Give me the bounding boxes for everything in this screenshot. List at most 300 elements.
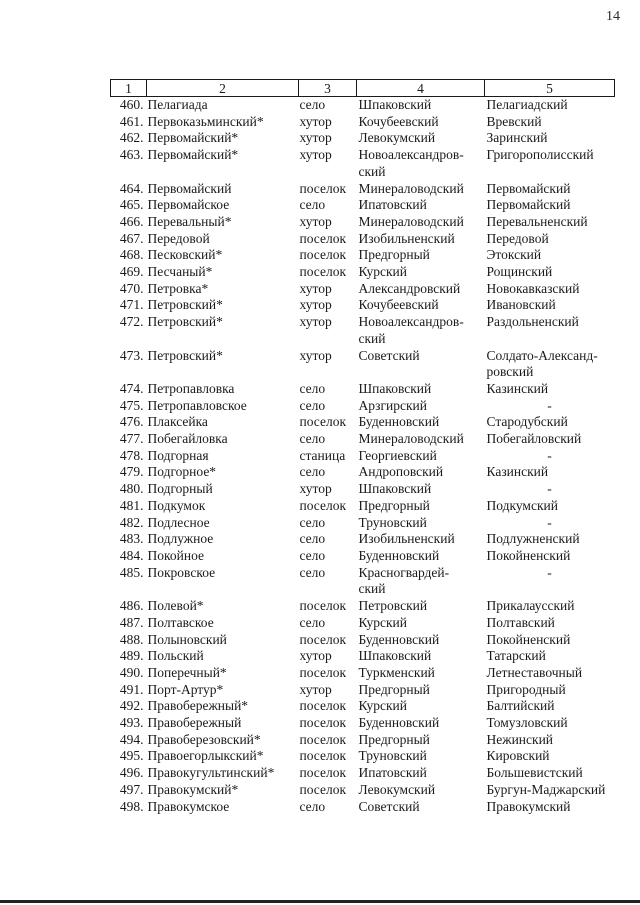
row-number-text: 480. bbox=[119, 481, 144, 497]
row-number-text: 478. bbox=[119, 447, 144, 463]
municipality-name bbox=[485, 214, 615, 231]
district-name-text: Буденновский bbox=[358, 414, 440, 430]
row-number-text: 469. bbox=[119, 264, 144, 280]
district-name bbox=[357, 481, 485, 498]
settlement-name-text: Побегайловка bbox=[147, 431, 228, 447]
table-row bbox=[111, 381, 615, 398]
district-name bbox=[357, 231, 485, 248]
municipality-name-text: Первомайский bbox=[486, 197, 571, 213]
settlement-name bbox=[147, 481, 299, 498]
district-name bbox=[357, 615, 485, 632]
district-name bbox=[357, 314, 485, 347]
municipality-name-text: Летнеставочный bbox=[486, 664, 583, 680]
settlement-name-text: Порт-Артур* bbox=[147, 681, 224, 697]
district-name-text: Советский bbox=[358, 798, 420, 814]
table-row bbox=[111, 748, 615, 765]
settlement-type bbox=[299, 799, 357, 816]
settlement-name-text: Песковский* bbox=[147, 247, 223, 263]
municipality-name-text: - bbox=[547, 514, 552, 530]
district-name-text: Кочубеевский bbox=[358, 113, 439, 129]
district-name bbox=[357, 97, 485, 114]
settlement-name-text: Песчаный* bbox=[147, 264, 213, 280]
settlement-name-text: Передовой bbox=[147, 230, 210, 246]
district-name-text: Красногвардей- ский bbox=[358, 564, 450, 597]
table-row bbox=[111, 548, 615, 565]
settlement-name-text: Перевальный* bbox=[147, 213, 232, 229]
municipality-name-text: Пелагиадский bbox=[486, 97, 568, 112]
row-number bbox=[111, 665, 147, 682]
municipality-name bbox=[485, 615, 615, 632]
municipality-name bbox=[485, 782, 615, 799]
settlement-type-text: хутор bbox=[299, 314, 332, 330]
district-name bbox=[357, 782, 485, 799]
settlement-name-text: Петропавловка bbox=[147, 380, 235, 396]
settlement-name bbox=[147, 498, 299, 515]
district-name bbox=[357, 515, 485, 532]
municipality-name-text: Бургун-Маджарский bbox=[486, 781, 606, 797]
municipality-name bbox=[485, 114, 615, 131]
settlement-name-text: Петропавловское bbox=[147, 397, 247, 413]
row-number-text: 473. bbox=[119, 347, 144, 363]
municipality-name-text: Побегайловский bbox=[486, 431, 582, 447]
municipality-name bbox=[485, 732, 615, 749]
table-row bbox=[111, 348, 615, 381]
table-row bbox=[111, 97, 615, 114]
row-number-text: 461. bbox=[119, 113, 144, 129]
municipality-name bbox=[485, 97, 615, 114]
municipality-name-text: - bbox=[547, 564, 552, 580]
row-number bbox=[111, 297, 147, 314]
municipality-name bbox=[485, 431, 615, 448]
settlement-type bbox=[299, 498, 357, 515]
district-name bbox=[357, 130, 485, 147]
row-number-text: 467. bbox=[119, 230, 144, 246]
district-name bbox=[357, 698, 485, 715]
municipality-name-text: Казинский bbox=[486, 464, 549, 480]
municipality-name bbox=[485, 398, 615, 415]
municipality-name bbox=[485, 231, 615, 248]
table-row bbox=[111, 398, 615, 415]
row-number-text: 482. bbox=[119, 514, 144, 530]
row-number-text: 484. bbox=[119, 547, 144, 563]
settlement-type-text: поселок bbox=[299, 180, 347, 196]
column-header-number: 1 bbox=[111, 80, 147, 97]
settlement-type bbox=[299, 632, 357, 649]
table-row bbox=[111, 715, 615, 732]
settlement-type bbox=[299, 548, 357, 565]
municipality-name-text: Нежинский bbox=[486, 731, 554, 747]
municipality-name bbox=[485, 799, 615, 816]
settlement-type-text: село bbox=[299, 97, 326, 112]
settlement-type bbox=[299, 431, 357, 448]
settlement-type-text: поселок bbox=[299, 781, 347, 797]
table-row bbox=[111, 114, 615, 131]
municipality-name-text: Подкумский bbox=[486, 497, 558, 513]
settlement-type-text: хутор bbox=[299, 213, 332, 229]
settlement-type bbox=[299, 247, 357, 264]
row-number-text: 481. bbox=[119, 497, 144, 513]
column-header-district: 4 bbox=[357, 80, 485, 97]
district-name-text: Ипатовский bbox=[358, 197, 427, 213]
district-name bbox=[357, 548, 485, 565]
district-name-text: Буденновский bbox=[358, 547, 440, 563]
settlement-name-text: Правобережный* bbox=[147, 698, 249, 714]
table-header-row bbox=[111, 80, 615, 97]
settlement-type bbox=[299, 732, 357, 749]
municipality-name bbox=[485, 464, 615, 481]
municipality-name-text: Пригородный bbox=[486, 681, 566, 697]
district-name-text: Курский bbox=[358, 264, 407, 280]
row-number bbox=[111, 448, 147, 465]
settlement-name-text: Петровский* bbox=[147, 297, 223, 313]
settlement-name bbox=[147, 231, 299, 248]
municipality-name-text: Полтавский bbox=[486, 614, 555, 630]
settlement-name-text: Первоказьминский* bbox=[147, 113, 264, 129]
district-name bbox=[357, 682, 485, 699]
municipality-name-text: Казинский bbox=[486, 380, 549, 396]
settlement-name-text: Петровка* bbox=[147, 280, 209, 296]
district-name-text: Курский bbox=[358, 698, 407, 714]
settlement-type bbox=[299, 147, 357, 180]
district-name-text: Предгорный bbox=[358, 497, 430, 513]
settlement-type bbox=[299, 565, 357, 598]
row-number-text: 485. bbox=[119, 564, 144, 580]
settlement-name bbox=[147, 682, 299, 699]
row-number-text: 491. bbox=[119, 681, 144, 697]
row-number-text: 476. bbox=[119, 414, 144, 430]
table-row bbox=[111, 431, 615, 448]
district-name bbox=[357, 498, 485, 515]
row-number bbox=[111, 748, 147, 765]
settlement-type bbox=[299, 448, 357, 465]
district-name bbox=[357, 715, 485, 732]
settlement-name-text: Петровский* bbox=[147, 347, 223, 363]
row-number-text: 495. bbox=[119, 748, 144, 764]
settlement-name bbox=[147, 264, 299, 281]
settlement-name bbox=[147, 314, 299, 347]
district-name bbox=[357, 381, 485, 398]
district-name-text: Левокумский bbox=[358, 781, 436, 797]
settlement-type bbox=[299, 231, 357, 248]
municipality-name-text: Стародубский bbox=[486, 414, 568, 430]
settlement-type-text: село bbox=[299, 431, 326, 447]
settlement-name-text: Покровское bbox=[147, 564, 216, 580]
table-row bbox=[111, 464, 615, 481]
row-number bbox=[111, 565, 147, 598]
row-number-text: 486. bbox=[119, 598, 144, 614]
row-number bbox=[111, 498, 147, 515]
district-name bbox=[357, 665, 485, 682]
municipality-name-text: Заринский bbox=[486, 130, 548, 146]
district-name-text: Георгиевский bbox=[358, 447, 437, 463]
row-number bbox=[111, 130, 147, 147]
district-name bbox=[357, 281, 485, 298]
table-row bbox=[111, 782, 615, 799]
municipality-name bbox=[485, 715, 615, 732]
settlement-type bbox=[299, 348, 357, 381]
municipality-name-text: - bbox=[547, 447, 552, 463]
table-row bbox=[111, 314, 615, 347]
municipality-name-text: Солдато-Александ- ровский bbox=[486, 347, 598, 380]
district-name-text: Арзгирский bbox=[358, 397, 428, 413]
row-number bbox=[111, 799, 147, 816]
municipality-name-text: Покойненский bbox=[486, 631, 571, 647]
municipality-name-text: Рощинский bbox=[486, 264, 553, 280]
row-number bbox=[111, 515, 147, 532]
municipality-name-text: Кировский bbox=[486, 748, 550, 764]
district-name-text: Минераловодский bbox=[358, 180, 464, 196]
settlement-name-text: Первомайское bbox=[147, 197, 230, 213]
settlement-type-text: село bbox=[299, 531, 326, 547]
row-number-text: 470. bbox=[119, 280, 144, 296]
municipality-name bbox=[485, 197, 615, 214]
district-name-text: Новоалександров- ский bbox=[358, 314, 464, 346]
row-number bbox=[111, 231, 147, 248]
district-name bbox=[357, 398, 485, 415]
row-number bbox=[111, 615, 147, 632]
row-number-text: 490. bbox=[119, 664, 144, 680]
municipality-name bbox=[485, 665, 615, 682]
district-name-text: Труновский bbox=[358, 514, 427, 530]
district-name bbox=[357, 247, 485, 264]
row-number-text: 487. bbox=[119, 614, 144, 630]
settlement-name bbox=[147, 531, 299, 548]
municipality-name bbox=[485, 247, 615, 264]
settlement-type bbox=[299, 531, 357, 548]
municipality-name-text: Этокский bbox=[486, 247, 542, 263]
settlement-name bbox=[147, 348, 299, 381]
district-name bbox=[357, 464, 485, 481]
settlement-type bbox=[299, 114, 357, 131]
row-number bbox=[111, 414, 147, 431]
settlement-name bbox=[147, 197, 299, 214]
district-name bbox=[357, 531, 485, 548]
table-row bbox=[111, 281, 615, 298]
settlement-name bbox=[147, 414, 299, 431]
settlement-type bbox=[299, 765, 357, 782]
municipality-name-text: Вревский bbox=[486, 113, 542, 129]
settlement-type-text: поселок bbox=[299, 230, 347, 246]
municipality-name-text: Правокумский bbox=[486, 798, 571, 814]
municipality-name-text: Балтийский bbox=[486, 698, 555, 714]
settlement-name-text: Правокугультинский* bbox=[147, 765, 275, 781]
row-number bbox=[111, 548, 147, 565]
table-row bbox=[111, 297, 615, 314]
table-row bbox=[111, 448, 615, 465]
district-name-text: Шпаковский bbox=[358, 648, 432, 664]
district-name-text: Ипатовский bbox=[358, 765, 427, 781]
settlement-name bbox=[147, 97, 299, 114]
municipality-name bbox=[485, 748, 615, 765]
settlement-name-text: Правокумский* bbox=[147, 781, 239, 797]
district-name bbox=[357, 632, 485, 649]
district-name-text: Буденновский bbox=[358, 715, 440, 731]
municipality-name bbox=[485, 548, 615, 565]
settlement-type bbox=[299, 214, 357, 231]
table-row bbox=[111, 264, 615, 281]
settlement-type bbox=[299, 130, 357, 147]
table-row bbox=[111, 515, 615, 532]
settlement-type bbox=[299, 97, 357, 114]
municipality-name bbox=[485, 297, 615, 314]
municipality-name-text: - bbox=[547, 397, 552, 413]
table-row bbox=[111, 181, 615, 198]
settlement-type-text: хутор bbox=[299, 648, 332, 664]
settlement-type bbox=[299, 464, 357, 481]
table-row bbox=[111, 565, 615, 598]
settlement-name-text: Подлужное bbox=[147, 531, 214, 547]
municipality-name bbox=[485, 698, 615, 715]
district-name bbox=[357, 431, 485, 448]
settlement-type bbox=[299, 481, 357, 498]
settlement-type bbox=[299, 181, 357, 198]
settlement-type bbox=[299, 197, 357, 214]
table-row bbox=[111, 197, 615, 214]
row-number-text: 496. bbox=[119, 765, 144, 781]
settlement-type bbox=[299, 381, 357, 398]
municipality-name-text: Первомайский bbox=[486, 180, 571, 196]
row-number-text: 494. bbox=[119, 731, 144, 747]
settlement-name-text: Пелагиада bbox=[147, 97, 208, 112]
settlement-type-text: поселок bbox=[299, 731, 347, 747]
district-name bbox=[357, 147, 485, 180]
municipality-name-text: Перевальненский bbox=[486, 213, 588, 229]
bottom-rule bbox=[0, 900, 640, 903]
settlement-name bbox=[147, 598, 299, 615]
settlement-type-text: хутор bbox=[299, 347, 332, 363]
settlement-type bbox=[299, 782, 357, 799]
column-header-municipality: 5 bbox=[485, 80, 615, 97]
settlement-type-text: хутор bbox=[299, 130, 332, 146]
settlement-type-text: поселок bbox=[299, 748, 347, 764]
municipality-name bbox=[485, 264, 615, 281]
settlement-name-text: Подгорный bbox=[147, 481, 213, 497]
settlement-name-text: Покойное bbox=[147, 547, 204, 563]
settlement-type-text: поселок bbox=[299, 698, 347, 714]
settlement-type bbox=[299, 281, 357, 298]
district-name-text: Труновский bbox=[358, 748, 427, 764]
row-number-text: 492. bbox=[119, 698, 144, 714]
district-name bbox=[357, 297, 485, 314]
table-row bbox=[111, 414, 615, 431]
municipality-name bbox=[485, 381, 615, 398]
settlement-name-text: Плаксейка bbox=[147, 414, 208, 430]
district-name-text: Советский bbox=[358, 347, 420, 363]
table-row bbox=[111, 247, 615, 264]
table-row bbox=[111, 598, 615, 615]
settlement-type bbox=[299, 615, 357, 632]
table-row bbox=[111, 214, 615, 231]
municipality-name bbox=[485, 181, 615, 198]
district-name-text: Новоалександров- ский bbox=[358, 147, 464, 179]
settlement-type-text: село bbox=[299, 380, 326, 396]
settlement-name bbox=[147, 648, 299, 665]
row-number bbox=[111, 348, 147, 381]
table-row bbox=[111, 665, 615, 682]
settlement-type-text: хутор bbox=[299, 481, 332, 497]
settlement-name bbox=[147, 665, 299, 682]
row-number bbox=[111, 715, 147, 732]
district-name bbox=[357, 181, 485, 198]
settlement-name bbox=[147, 381, 299, 398]
settlement-type-text: поселок bbox=[299, 598, 347, 614]
row-number bbox=[111, 247, 147, 264]
row-number bbox=[111, 97, 147, 114]
row-number bbox=[111, 632, 147, 649]
row-number-text: 460. bbox=[119, 97, 144, 112]
table-row bbox=[111, 698, 615, 715]
settlement-name bbox=[147, 565, 299, 598]
settlement-type bbox=[299, 748, 357, 765]
row-number-text: 464. bbox=[119, 180, 144, 196]
row-number-text: 465. bbox=[119, 197, 144, 213]
district-name bbox=[357, 448, 485, 465]
row-number bbox=[111, 197, 147, 214]
municipality-name-text: Покойненский bbox=[486, 547, 571, 563]
row-number-text: 462. bbox=[119, 130, 144, 146]
settlements-table bbox=[110, 79, 615, 815]
settlement-type bbox=[299, 398, 357, 415]
district-name-text: Шпаковский bbox=[358, 481, 432, 497]
settlement-name-text: Первомайский bbox=[147, 180, 232, 196]
settlement-name bbox=[147, 431, 299, 448]
settlement-name bbox=[147, 464, 299, 481]
district-name bbox=[357, 765, 485, 782]
column-header-type: 3 bbox=[299, 80, 357, 97]
table-row bbox=[111, 648, 615, 665]
settlement-name bbox=[147, 615, 299, 632]
district-name bbox=[357, 348, 485, 381]
municipality-name-text: Передовой bbox=[486, 230, 549, 246]
settlement-name-text: Полыновский bbox=[147, 631, 227, 647]
district-name-text: Изобильненский bbox=[358, 230, 455, 246]
municipality-name bbox=[485, 414, 615, 431]
settlement-name-text: Петровский* bbox=[147, 314, 223, 330]
municipality-name-text: Ивановский bbox=[486, 297, 556, 313]
table-row bbox=[111, 682, 615, 699]
district-name bbox=[357, 565, 485, 598]
municipality-name bbox=[485, 598, 615, 615]
row-number bbox=[111, 682, 147, 699]
settlement-name-text: Первомайский* bbox=[147, 130, 239, 146]
municipality-name-text: Новокавказский bbox=[486, 280, 580, 296]
district-name bbox=[357, 264, 485, 281]
settlement-name bbox=[147, 214, 299, 231]
settlement-name-text: Подлесное bbox=[147, 514, 210, 530]
settlement-type-text: село bbox=[299, 614, 326, 630]
settlement-name-text: Полтавское bbox=[147, 614, 214, 630]
row-number bbox=[111, 181, 147, 198]
municipality-name-text: Григорополисский bbox=[486, 147, 594, 163]
settlement-type-text: село bbox=[299, 514, 326, 530]
settlement-type-text: село bbox=[299, 798, 326, 814]
table-row bbox=[111, 481, 615, 498]
row-number bbox=[111, 114, 147, 131]
row-number bbox=[111, 431, 147, 448]
row-number bbox=[111, 481, 147, 498]
row-number bbox=[111, 147, 147, 180]
municipality-name-text: Раздольненский bbox=[486, 314, 579, 330]
row-number-text: 479. bbox=[119, 464, 144, 480]
settlement-type-text: хутор bbox=[299, 280, 332, 296]
settlement-name-text: Подгорное* bbox=[147, 464, 217, 480]
row-number-text: 489. bbox=[119, 648, 144, 664]
settlement-name bbox=[147, 281, 299, 298]
district-name-text: Туркменский bbox=[358, 664, 435, 680]
settlement-name bbox=[147, 732, 299, 749]
settlement-name bbox=[147, 765, 299, 782]
settlement-name bbox=[147, 748, 299, 765]
